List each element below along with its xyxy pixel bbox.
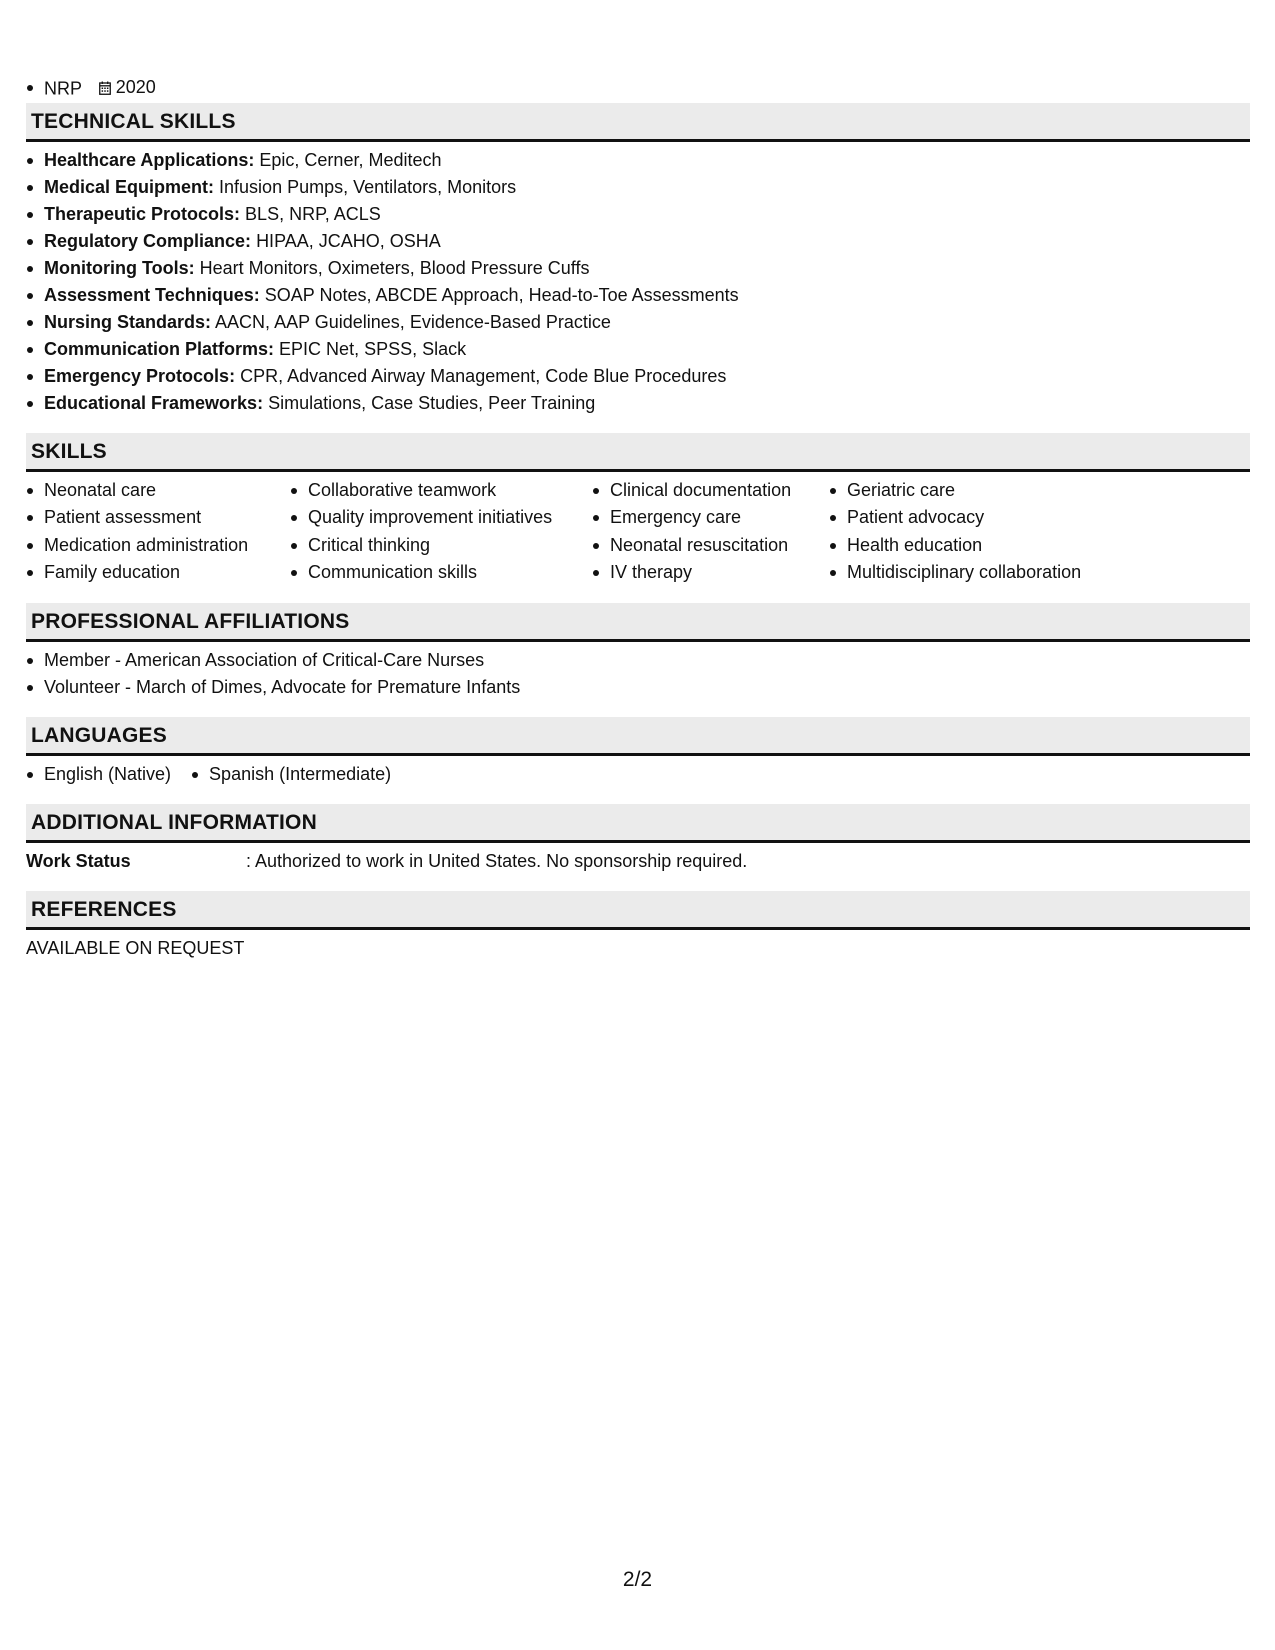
list-item: Family education (26, 559, 290, 587)
skill-values: Heart Monitors, Oximeters, Blood Pressure Cuffs (199, 257, 590, 278)
certification-item (26, 74, 1250, 103)
resume-page (26, 74, 1250, 978)
list-item: Communication skills (290, 559, 592, 587)
page-number: 2/2 (622, 1568, 653, 1591)
languages-section (26, 717, 1250, 788)
skills-column (829, 477, 1129, 587)
skill-category: Healthcare Applications: (44, 149, 255, 170)
work-status-row (26, 848, 1250, 875)
list-item: Critical thinking (290, 532, 592, 560)
list-item: Emergency care (592, 504, 829, 532)
list-item (26, 390, 1250, 417)
list-item (26, 282, 1250, 309)
list-item: Clinical documentation (592, 477, 829, 505)
list-item: Medication administration (26, 532, 290, 560)
skill-category: Nursing Standards: (44, 311, 212, 332)
skill-values: HIPAA, JCAHO, OSHA (256, 230, 441, 251)
list-item: Neonatal resuscitation (592, 532, 829, 560)
certification-year: 2020 (115, 77, 156, 97)
skill-category: Regulatory Compliance: (44, 230, 252, 251)
skills-column (290, 477, 592, 587)
list-item (26, 255, 1250, 282)
skill-category: Communication Platforms: (44, 338, 275, 359)
list-item (26, 336, 1250, 363)
skill-category: Assessment Techniques: (44, 284, 260, 305)
skill-values: Simulations, Case Studies, Peer Training (268, 392, 596, 413)
list-item: Collaborative teamwork (290, 477, 592, 505)
skill-values: SOAP Notes, ABCDE Approach, Head-to-Toe Assessments (264, 284, 739, 305)
skill-category: Educational Frameworks: (44, 392, 264, 413)
list-item: IV therapy (592, 559, 829, 587)
references-heading: REFERENCES (26, 891, 1250, 930)
affiliations-list (26, 647, 1250, 701)
additional-information-heading: ADDITIONAL INFORMATION (26, 804, 1250, 843)
list-item: Patient advocacy (829, 504, 1129, 532)
technical-skills-section (26, 103, 1250, 417)
skill-values: BLS, NRP, ACLS (245, 203, 381, 224)
list-item: Spanish (Intermediate) (191, 761, 391, 788)
skill-values: AACN, AAP Guidelines, Evidence-Based Practice (215, 311, 611, 332)
list-item: Geriatric care (829, 477, 1129, 505)
technical-skills-list (26, 147, 1250, 417)
skill-values: CPR, Advanced Airway Management, Code Blue Procedures (240, 365, 727, 386)
affiliations-section (26, 603, 1250, 701)
list-item: English (Native) (26, 761, 171, 788)
references-text: AVAILABLE ON REQUEST (26, 937, 245, 958)
skill-category: Therapeutic Protocols: (44, 203, 241, 224)
skills-heading: SKILLS (26, 433, 1250, 472)
list-item (26, 201, 1250, 228)
certification-list (26, 74, 1250, 103)
skills-column (26, 477, 290, 587)
skill-values: EPIC Net, SPSS, Slack (279, 338, 467, 359)
affiliations-heading: PROFESSIONAL AFFILIATIONS (26, 603, 1250, 642)
work-status-label: Work Status (26, 850, 131, 871)
additional-information-section (26, 804, 1250, 875)
skill-category: Monitoring Tools: (44, 257, 195, 278)
list-item: Health education (829, 532, 1129, 560)
list-item: Patient assessment (26, 504, 290, 532)
list-item (26, 228, 1250, 255)
technical-skills-heading: TECHNICAL SKILLS (26, 103, 1250, 142)
list-item (26, 309, 1250, 336)
skill-category: Emergency Protocols: (44, 365, 236, 386)
skills-column (592, 477, 829, 587)
skills-section (26, 433, 1250, 587)
calendar-icon (99, 81, 111, 95)
skill-values: Epic, Cerner, Meditech (259, 149, 442, 170)
list-item: Multidisciplinary collaboration (829, 559, 1129, 587)
list-item: Neonatal care (26, 477, 290, 505)
list-item (26, 147, 1250, 174)
languages-heading: LANGUAGES (26, 717, 1250, 756)
certification-name: NRP (44, 78, 82, 99)
list-item (26, 363, 1250, 390)
list-item: Quality improvement initiatives (290, 504, 592, 532)
list-item: Member - American Association of Critical-Care Nurses (26, 647, 1250, 674)
languages-list (26, 761, 1250, 788)
skills-grid (26, 477, 1250, 587)
references-section (26, 891, 1250, 962)
list-item (26, 174, 1250, 201)
skill-values: Infusion Pumps, Ventilators, Monitors (219, 176, 517, 197)
certification-date (99, 74, 156, 101)
work-status-value: : Authorized to work in United States. No sponsorship required. (246, 850, 748, 871)
skill-category: Medical Equipment: (44, 176, 215, 197)
list-item: Volunteer - March of Dimes, Advocate for Premature Infants (26, 674, 1250, 701)
